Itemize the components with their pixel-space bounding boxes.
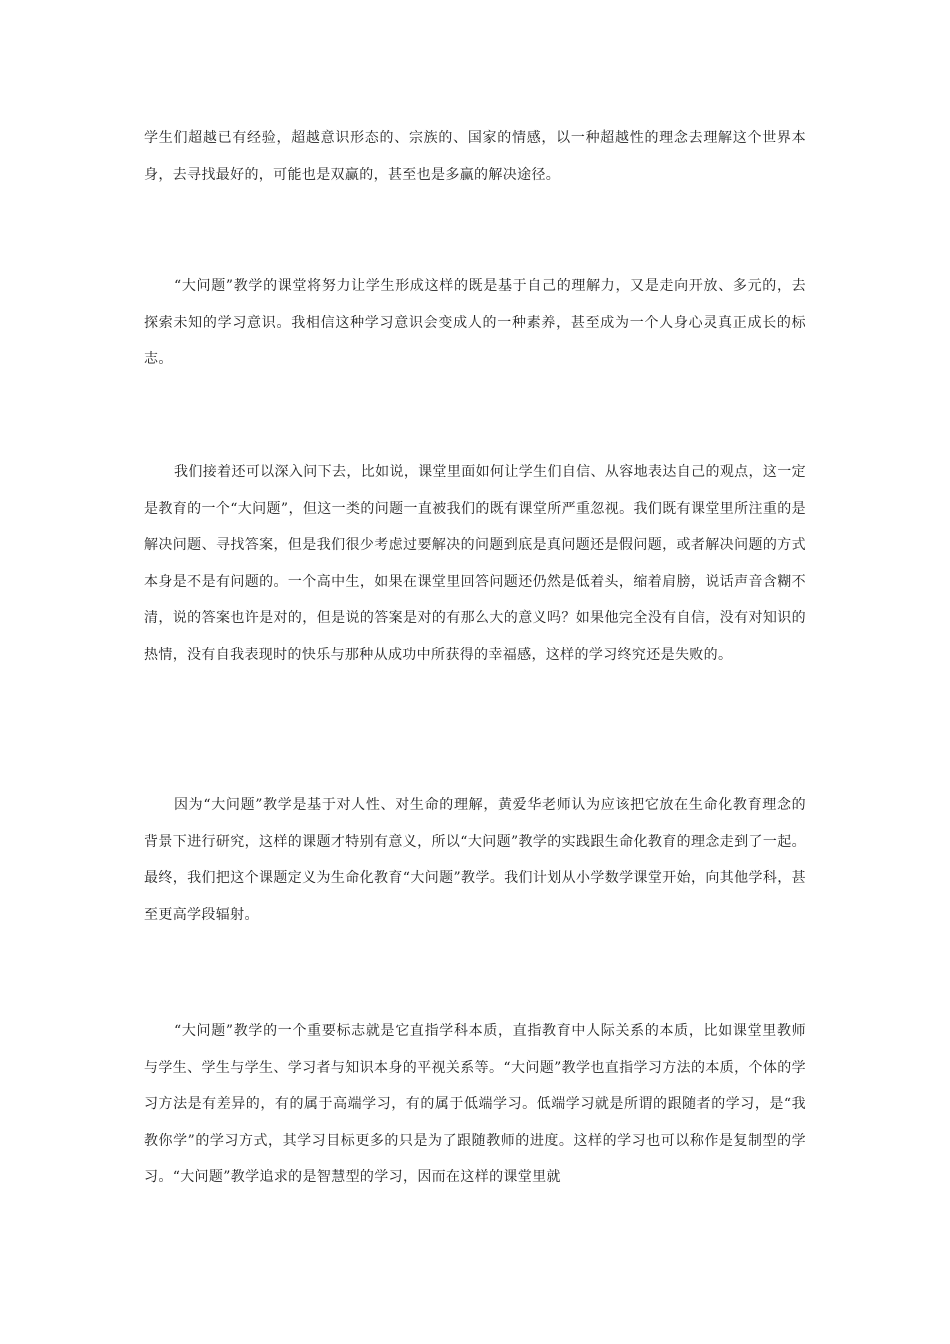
- paragraph-continuation: 学生们超越已有经验，超越意识形态的、宗族的、国家的情感，以一种超越性的理念去理解这个世界本身，去寻找最好的，可能也是双赢的，甚至也是多赢的解决途径。: [144, 130, 806, 183]
- paragraph-subject-essence: “大问题”教学的一个重要标志就是它直指学科本质，直指教育中人际关系的本质，比如课堂里教师与学生、学生与学生、学习者与知识本身的平视关系等。“大问题”教学也直指学习方法的本质，个体的学习方法是有差异的，有的属于高端学习，有的属于低端学习。低端学习就是所谓的跟随者的学习，是“我教你学”的学习方式，其学习目标更多的只是为了跟随教师的进度。这样的学习也可以称作是复制型的学习。“大问题”教学追求的是智慧型的学习，因而在这样的课堂里就: [144, 1023, 806, 1186]
- paragraph-life-education: 因为“大问题”教学是基于对人性、对生命的理解，黄爱华老师认为应该把它放在生命化教育理念的背景下进行研究，这样的课题才特别有意义，所以“大问题”教学的实践跟生命化教育的理念走到了一起。最终，我们把这个课题定义为生命化教育“大问题”教学。我们计划从小学数学课堂开始，向其他学科，甚至更高学段辐射。: [144, 797, 806, 923]
- paragraph-learning-awareness: “大问题”教学的课堂将努力让学生形成这样的既是基于自己的理解力，又是走向开放、多元的，去探索未知的学习意识。我相信这种学习意识会变成人的一种素养，甚至成为一个人身心灵真正成长的标志。: [144, 278, 806, 368]
- paragraph-student-confidence: 我们接着还可以深入问下去，比如说，课堂里面如何让学生们自信、从容地表达自己的观点，这一定是教育的一个“大问题”，但这一类的问题一直被我们的既有课堂所严重忽视。我们既有课堂里所注重的是解决问题、寻找答案，但是我们很少考虑过要解决的问题到底是真问题还是假问题，或者解决问题的方式本身是不是有问题的。一个高中生，如果在课堂里回答问题还仍然是低着头，缩着肩膀，说话声音含糊不清，说的答案也许是对的，但是说的答案是对的有那么大的意义吗？如果他完全没有自信，没有对知识的热情，没有自我表现时的快乐与那种从成功中所获得的幸福感，这样的学习终究还是失败的。: [144, 464, 806, 663]
